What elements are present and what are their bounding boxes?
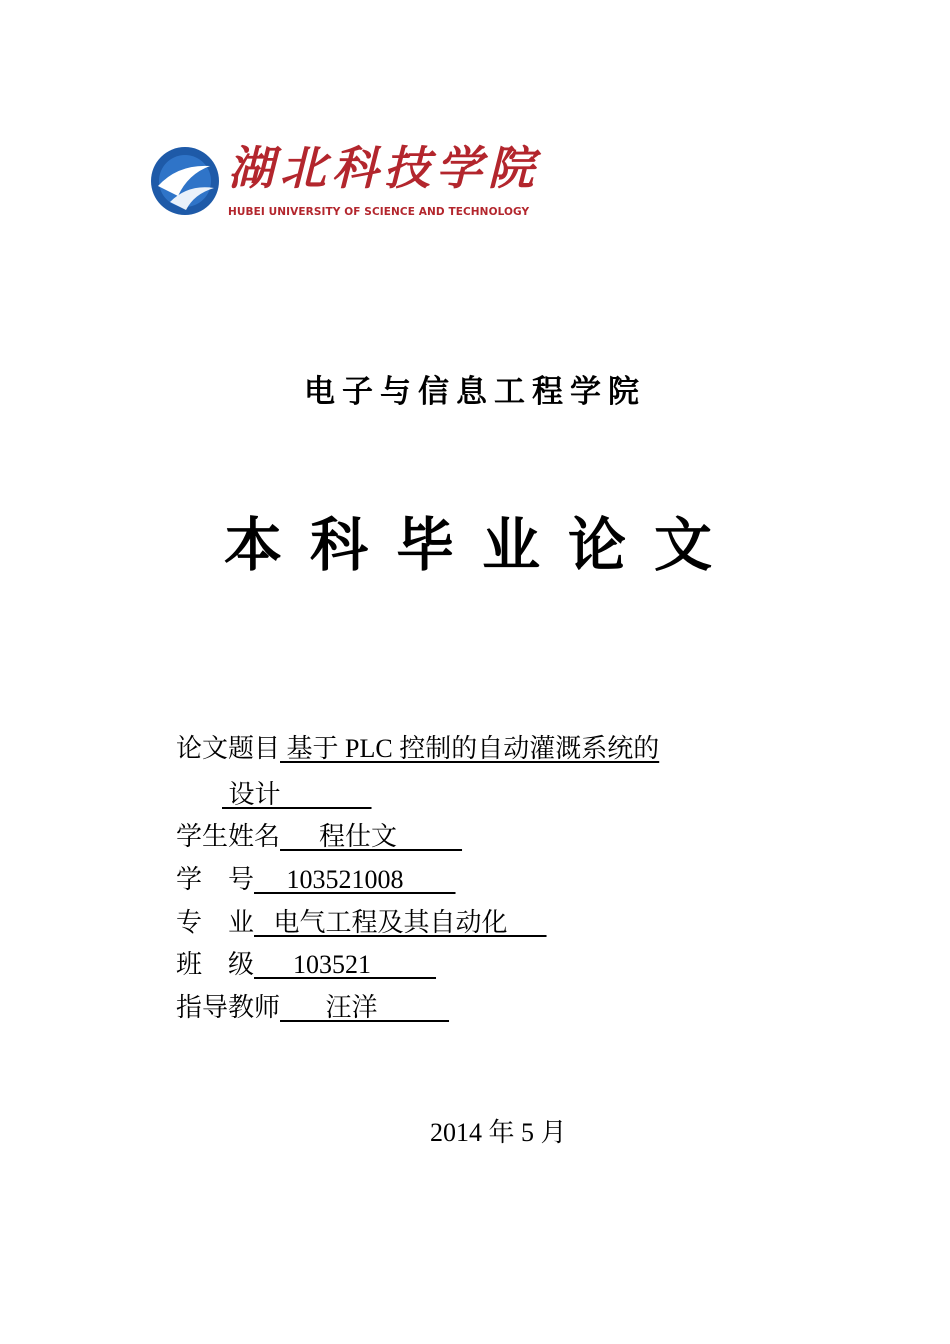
topic-value-line2: 设计	[222, 780, 372, 809]
topic-row-continued	[222, 780, 372, 810]
advisor-value: 汪洋	[280, 993, 450, 1022]
advisor-row	[176, 993, 449, 1023]
class-value: 103521	[254, 950, 437, 979]
advisor-label: 指导教师	[176, 993, 281, 1022]
thesis-type-heading: 本科毕业论文	[223, 511, 740, 579]
student-name-label: 学生姓名	[176, 822, 281, 851]
student-id-value: 103521008	[254, 865, 456, 894]
student-name-value: 程仕文	[280, 822, 463, 851]
major-value: 电气工程及其自动化	[254, 908, 547, 937]
student-id-row	[176, 865, 456, 895]
class-label: 班 级	[176, 950, 255, 979]
major-row	[176, 908, 547, 938]
college-name: 电子与信息工程学院	[304, 374, 646, 410]
topic-label: 论文题目	[176, 734, 281, 763]
topic-value-line1: 基于 PLC 控制的自动灌溉系统的	[280, 734, 660, 763]
student-name-row	[176, 822, 462, 852]
university-logo	[148, 138, 538, 224]
logo-chinese-name: 湖北科技学院	[228, 141, 540, 195]
major-label: 专 业	[176, 908, 255, 937]
topic-row	[176, 734, 659, 764]
student-id-label: 学 号	[176, 865, 255, 894]
class-row	[176, 950, 436, 980]
submission-date: 2014 年 5 月	[430, 1118, 567, 1147]
university-emblem-icon	[148, 144, 222, 218]
logo-english-name: HUBEI UNIVERSITY OF SCIENCE AND TECHNOLOGY	[228, 206, 530, 218]
